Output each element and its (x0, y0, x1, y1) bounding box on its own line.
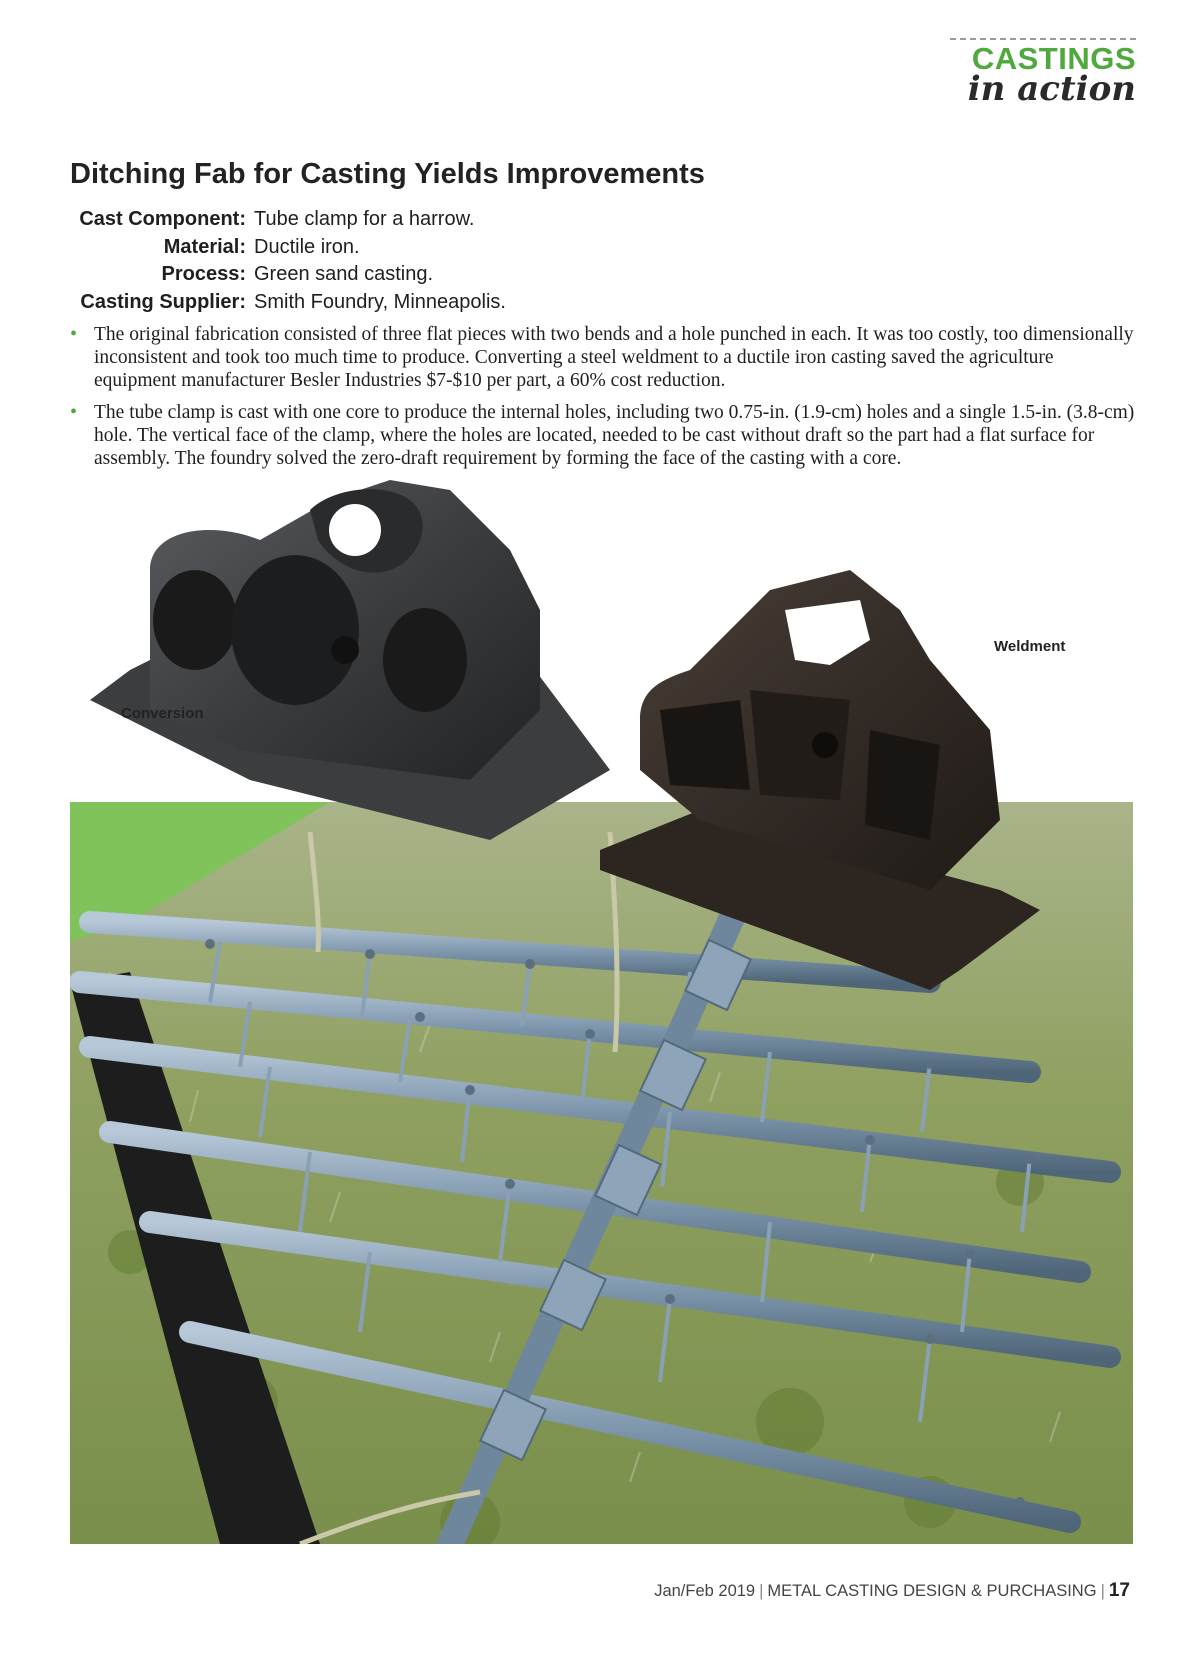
logo-divider (950, 38, 1136, 40)
spec-key: Cast Component: (79, 208, 246, 230)
article-title: Ditching Fab for Casting Yields Improvements (70, 158, 705, 190)
spec-row-supplier (70, 289, 506, 317)
footer-publication: METAL CASTING DESIGN & PURCHASING (767, 1582, 1097, 1600)
footer-issue: Jan/Feb 2019 (654, 1582, 756, 1600)
page-footer (654, 1580, 1130, 1602)
spec-key: Casting Supplier: (80, 290, 246, 313)
weldment-photo (600, 570, 1100, 990)
photo-section (0, 480, 1200, 1550)
logo-castings-text: CASTINGS (971, 41, 1136, 76)
bullet-list (70, 323, 1135, 479)
caption-weldment: Weldment (994, 638, 1066, 655)
spec-table (70, 206, 506, 316)
bullet-dot-icon: • (70, 323, 78, 345)
bullet-text: The original fabrication consisted of three flat pieces with two bends and a hole punched in each. It was too costly, too dimensionally inconsistent and took too much time to produce. Converting a steel weldment to a ductile iron casting saved the agriculture equipment manufacturer Besler Industries $7-$10 per part, a 60% cost reduction. (94, 324, 1134, 391)
spec-key: Process: (161, 263, 246, 285)
logo-in-action-text: in action (967, 69, 1136, 109)
bullet-text: The tube clamp is cast with one core to produce the internal holes, including two 0.75-in. (1.9-cm) holes and a single 1.5-in. (3.8-cm) hole. The vertical face of the clamp, where the holes are located, needed to be cast without draft so the part had a flat surface for assembly. The foundry solved the zero-draft requirement by forming the face of the casting with a core. (94, 402, 1135, 469)
bullet-dot-icon: • (70, 401, 78, 423)
spec-value: Ductile iron. (254, 235, 360, 258)
bullet-item (70, 401, 1135, 470)
spec-value: Smith Foundry, Minneapolis. (254, 290, 506, 313)
conversion-casting-photo (90, 480, 630, 840)
spec-row-material (70, 234, 506, 262)
bullet-item (70, 323, 1135, 392)
spec-value: Green sand casting. (254, 263, 433, 285)
footer-separator: | (1100, 1582, 1105, 1600)
caption-conversion: Conversion (121, 705, 204, 722)
spec-row-process (70, 261, 506, 289)
spec-row-component (70, 206, 506, 234)
page-number: 17 (1108, 1580, 1130, 1601)
spec-key: Material: (163, 235, 246, 258)
spec-value: Tube clamp for a harrow. (254, 208, 475, 230)
section-logo (950, 38, 1136, 109)
footer-separator: | (759, 1582, 764, 1600)
